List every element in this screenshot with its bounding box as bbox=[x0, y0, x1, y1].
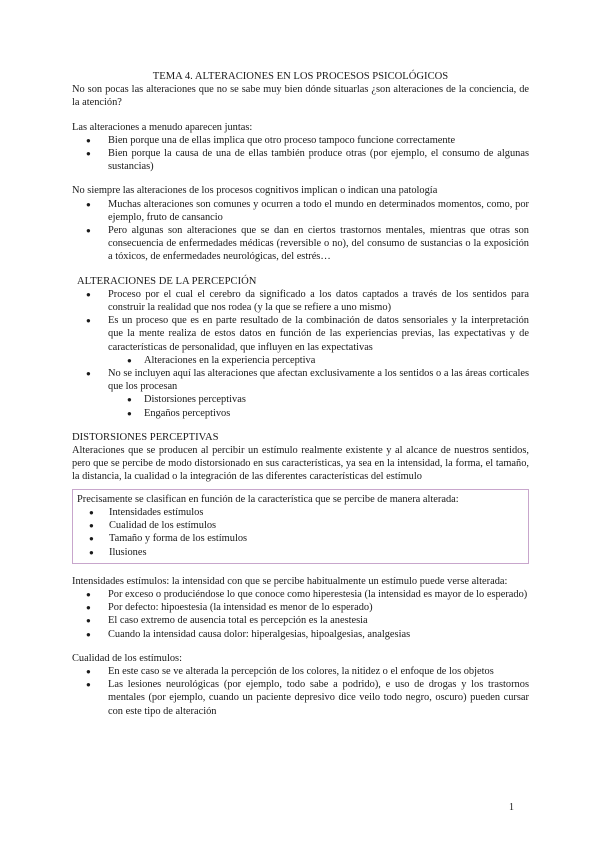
intensidades-list bbox=[72, 588, 529, 641]
section-heading-distorsiones: DISTORSIONES PERCEPTIVAS bbox=[72, 431, 219, 443]
list-item: ● El caso extremo de ausencia total es percepción es la anestesia bbox=[72, 614, 529, 627]
cualidad-list bbox=[72, 665, 529, 718]
list-item: ● Por defecto: hipoestesia (la intensidad es menor de lo esperado) bbox=[72, 601, 529, 614]
list-item: ● Cuando la intensidad causa dolor: hiperalgesias, hipoalgesias, analgesias bbox=[72, 628, 529, 641]
box-lead: Precisamente se clasifican en función de la característica que se percibe de manera alterada: bbox=[77, 493, 459, 505]
intensidades-lead: Intensidades estímulos: la intensidad con que se percibe habitualmente un estímulo puede verse alterada: bbox=[72, 575, 508, 587]
classification-box bbox=[72, 489, 529, 564]
percepcion-list bbox=[72, 288, 529, 354]
list-item: ● Cualidad de los estímulos bbox=[77, 519, 524, 532]
page-title: TEMA 4. ALTERACIONES EN LOS PROCESOS PSICOLÓGICOS bbox=[152, 71, 449, 82]
list-item: ● Ilusiones bbox=[77, 546, 524, 559]
list-item: ● Bien porque una de ellas implica que otro proceso tampoco funcione correctamente bbox=[72, 134, 529, 147]
cualidad-lead: Cualidad de los estímulos: bbox=[72, 652, 182, 664]
intro-paragraph: No son pocas las alteraciones que no se sabe muy bien dónde situarlas ¿son alteraciones de la conciencia, de la atención? bbox=[72, 84, 529, 109]
box-list bbox=[77, 506, 524, 559]
list-item: ● Pero algunas son alteraciones que se dan en ciertos trastornos mentales, mientras que otras son consecuencia de enfermedades médicas (reversible o no), del consumo de sustancias o la exposición a tóxicos, de enfermedades neurológicas, del estrés… bbox=[72, 224, 529, 264]
list-item: ● Bien porque la causa de una de ellas también produce otras (por ejemplo, el consumo de algunas sustancias) bbox=[72, 147, 529, 173]
document-page bbox=[72, 70, 529, 718]
list-item: ● Engaños perceptivos bbox=[72, 407, 529, 420]
percepcion-sublist bbox=[72, 354, 529, 367]
list-item: ● Por exceso o produciéndose lo que conoce como hiperestesia (la intensidad es mayor de lo esperado) bbox=[72, 588, 529, 601]
list-item: ● Muchas alteraciones son comunes y ocurren a todo el mundo en determinados momentos, como, por ejemplo, fruto de cansancio bbox=[72, 198, 529, 224]
list-item: ● Intensidades estímulos bbox=[77, 506, 524, 519]
page-number: 1 bbox=[509, 802, 514, 813]
list-item: ● Alteraciones en la experiencia perceptiva bbox=[72, 354, 529, 367]
percepcion-sublist-2 bbox=[72, 393, 529, 419]
list-item: ● Las lesiones neurológicas (por ejemplo, todo sabe a podrido), e uso de drogas y los trastornos mentales (por ejemplo, cuando un paciente depresivo dice veilo todo negro, oscuro) pueden cursar con este tipo de alteración bbox=[72, 678, 529, 718]
list-item: ● Es un proceso que es en parte resultado de la combinación de datos sensoriales y la interpretación que la mente realiza de estos datos en función de las experiencias previas, las expectativas y de características de personalidad, que influyen en las expectativas bbox=[72, 314, 529, 354]
percepcion-list-2 bbox=[72, 367, 529, 393]
list-item: ● Tamaño y forma de los estímulos bbox=[77, 532, 524, 545]
list-item: ● Proceso por el cual el cerebro da significado a los datos captados a través de los sentidos para construir la realidad que nos rodea (y la que se refiere a uno mismo) bbox=[72, 288, 529, 314]
section-heading-percepcion: ALTERACIONES DE LA PERCEPCIÓN bbox=[77, 275, 257, 287]
juntas-lead: Las alteraciones a menudo aparecen juntas: bbox=[72, 121, 253, 133]
distorsiones-paragraph: Alteraciones que se producen al percibir un estímulo realmente existente y al alcance de nuestros sentidos, pero que se percibe de modo distorsionado en sus características, ya sea en la intensidad, la forma, el tamaño, la distancia, la cualidad o la integración de las diferentes características del estímulo bbox=[72, 445, 529, 483]
patologia-lead: No siempre las alteraciones de los procesos cognitivos implican o indican una patología bbox=[72, 185, 438, 197]
patologia-list bbox=[72, 198, 529, 264]
list-item: ● No se incluyen aquí las alteraciones que afectan exclusivamente a los sentidos o a las áreas corticales que los procesan bbox=[72, 367, 529, 393]
list-item: ● Distorsiones perceptivas bbox=[72, 393, 529, 406]
list-item: ● En este caso se ve alterada la percepción de los colores, la nitidez o el enfoque de los objetos bbox=[72, 665, 529, 678]
juntas-list bbox=[72, 134, 529, 174]
